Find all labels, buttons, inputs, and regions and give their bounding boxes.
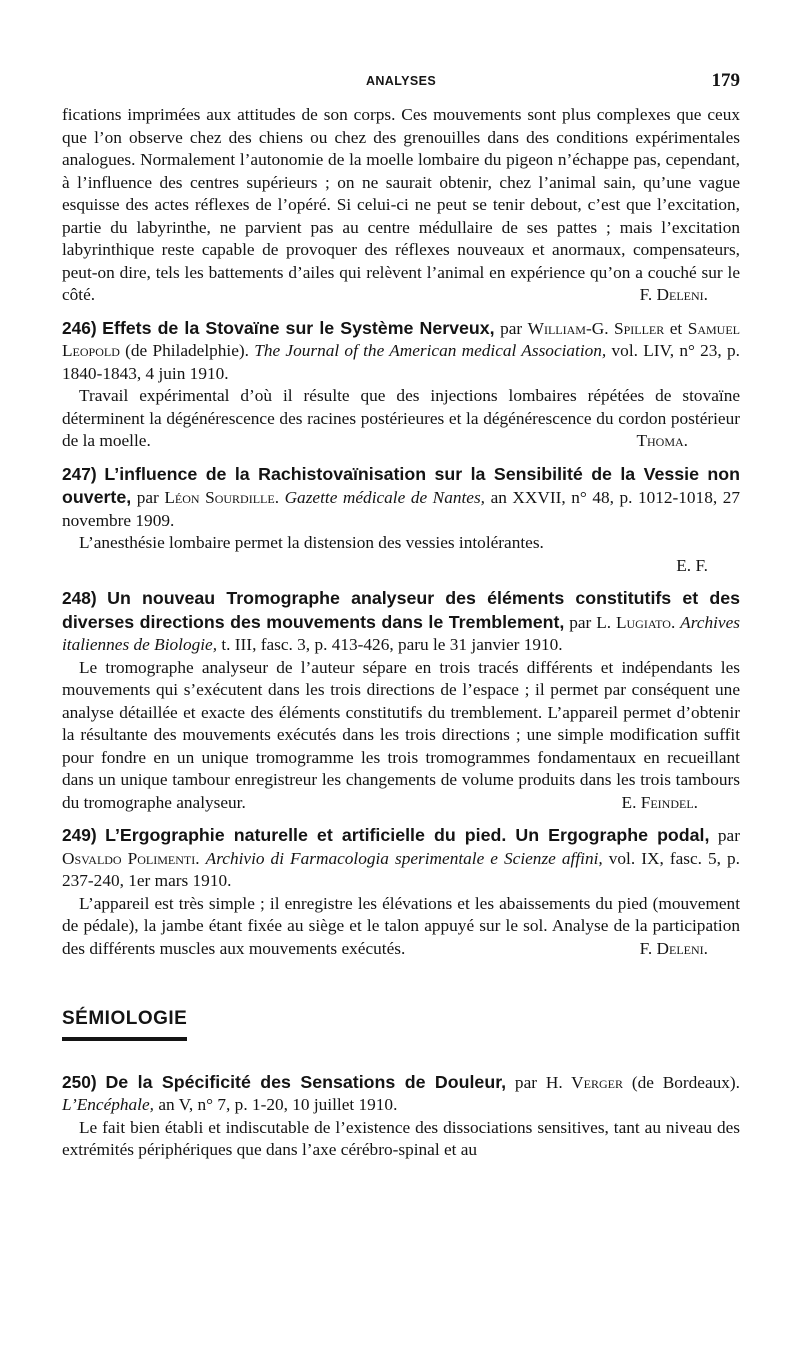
entry-249 (62, 824, 740, 960)
entry-246 (62, 317, 740, 453)
entry-250-source: L’Encéphale, (62, 1095, 154, 1114)
entry-248 (62, 587, 740, 814)
entry-247-text: L’anesthésie lombaire permet la distension des vessies intolérantes. (79, 533, 544, 552)
entry-249-source: Archivio di Farmacologia sperimentale e Scienze affini, (205, 848, 603, 868)
entry-248-abstract (62, 657, 740, 815)
entry-246-author-1: William-G. Spiller (527, 318, 665, 338)
entry-246-abstract (62, 385, 740, 453)
entry-250-author: H. Verger (545, 1072, 623, 1092)
entry-249-details: vol. IX, fasc. 5, p. 237-240, 1er mars 1910. (62, 848, 740, 890)
entry-249-by: par (717, 826, 740, 845)
entry-248-heading (62, 587, 740, 657)
entry-246-details: vol. LIV, n° 23, p. 1840-1843, 4 juin 1910. (62, 341, 740, 383)
section-title: SÉMIOLOGIE (62, 1008, 187, 1041)
entry-249-author: Osvaldo Polimenti. (62, 848, 200, 868)
entry-250-title: De la Spécificité des Sensations de Douleur, (105, 1071, 507, 1092)
entry-246-author-2: Samuel Leopold (62, 318, 740, 360)
entry-247-details: an XXVII, n° 48, p. 1012-1018, 27 novembre 1909. (62, 488, 740, 530)
entry-246-heading (62, 317, 740, 386)
entry-248-details: t. III, fasc. 3, p. 413-426, paru le 31 janvier 1910. (221, 635, 563, 654)
entry-247 (62, 463, 740, 578)
entry-247-heading (62, 463, 740, 533)
entry-247-signature: E. F. (676, 555, 708, 575)
entry-248-source: Archives italiennes de Biologie, (62, 612, 740, 654)
section-heading (62, 1008, 740, 1041)
entry-248-text: Le tromographe analyseur de l’auteur sépare en trois tracés différents et indépendants les mouvements qui s’exécutent dans les trois directions de l’espace ; il permet par conséquent une analyse détaillée et exacte des éléments constitutifs du tremblement. L’appareil permet d’obtenir la résultante des mouvements exécutés dans les trois directions ; une simple modification suffit pour fondre en un unique tromogramme les trois tromogrammes fondamentaux en recueillant dans un unique tambour enregistreur les changements de volume produits dans les trois tambours du tromographe analyseur. (62, 657, 740, 812)
entry-247-title: L’influence de la Rachistovaïnisation sur la Sensibilité de la Vessie non ouverte, (62, 463, 740, 507)
entry-247-by: par (136, 488, 159, 507)
entry-249-text: L’appareil est très simple ; il enregistre les élévations et les abaissements du pied (mouvement de pédale), la jambe étant fixée au siège et le talon appuyé sur le sol. Analyse de la participation des différents muscles aux mouvements exécutés. (62, 893, 740, 958)
page-body (62, 104, 740, 1162)
entry-246-and: et (669, 318, 683, 338)
intro-paragraph (62, 104, 740, 307)
entry-249-number: 249) (62, 825, 97, 845)
entry-250-details: an V, n° 7, p. 1-20, 10 juillet 1910. (158, 1095, 398, 1114)
entry-246-signature: Thoma. (636, 431, 688, 450)
entry-246-source: The Journal of the American medical Association, (254, 341, 607, 360)
entry-249-abstract (62, 893, 740, 961)
entry-250-number: 250) (62, 1071, 97, 1092)
entry-248-by: par (569, 612, 592, 632)
entry-248-author: L. Lugiato. (596, 612, 676, 632)
entry-247-source: Gazette médicale de Nantes, (284, 488, 486, 507)
entry-248-number: 248) (62, 588, 97, 608)
page-number: 179 (711, 70, 740, 91)
entry-248-title: Un nouveau Tromographe analyseur des éléments constitutifs et des diverses directions des mouvements dans le Tremblement, (62, 588, 740, 632)
entry-246-number: 246) (62, 317, 97, 338)
entry-246-title: Effets de la Stovaïne sur le Système Nerveux, (102, 317, 495, 338)
entry-250-by: par (514, 1072, 537, 1092)
entry-246-place: (de Philadelphie). (125, 341, 249, 360)
entry-249-heading (62, 824, 740, 893)
running-head: ANALYSES (365, 74, 437, 88)
entry-250-heading (62, 1071, 740, 1117)
entry-250-text: Le fait bien établi et indiscutable de l’existence des dissociations sensitives, tant au niveau des extrémités périphériques que dans l’axe cérébro-spinal et au (62, 1117, 740, 1159)
entry-248-signature: E. Feindel. (621, 792, 698, 812)
entry-246-text: Travail expérimental d’où il résulte que des injections lombaires répétées de stovaïne déterminent la dégénérescence des racines postérieures et la dégénérescence du cordon postérieur de la moelle. (62, 386, 740, 450)
entry-246-by: par (500, 318, 523, 338)
page-header (62, 70, 740, 92)
entry-250 (62, 1071, 740, 1162)
entry-247-author: Léon Sourdille. (164, 488, 280, 507)
entry-247-number: 247) (62, 463, 97, 484)
intro-signature: F. Deleni. (639, 285, 708, 304)
entry-249-title: L’Ergographie naturelle et artificielle du pied. Un Ergographe podal, (105, 825, 710, 845)
entry-250-place: (de Bordeaux). (631, 1072, 740, 1092)
entry-249-signature: F. Deleni. (639, 938, 708, 958)
intro-text: fications imprimées aux attitudes de son corps. Ces mouvements sont plus complexes que ceux que l’on observe chez des chiens ou chez des grenouilles dans des conditions expérimentales analogues. Normalement l’autonomie de la moelle lombaire du pigeon n’échappe pas, cependant, à l’influence des centres supérieurs ; on ne saurait obtenir, chez l’animal sain, qu’une vague esquisse des actes réflexes de l’opéré. Si celui-ci ne peut se tenir debout, c’est que l’excitation, partie du labyrinthe, ne parvient pas au centre médullaire de ses pattes ; mais l’excitation labyrinthique reste capable de provoquer des réflexes nouveaux et anormaux, compensateurs, peut-on dire, tels les battements d’ailes qui relèvent l’animal en expérience qu’on a couché sur le côté. (62, 105, 740, 304)
